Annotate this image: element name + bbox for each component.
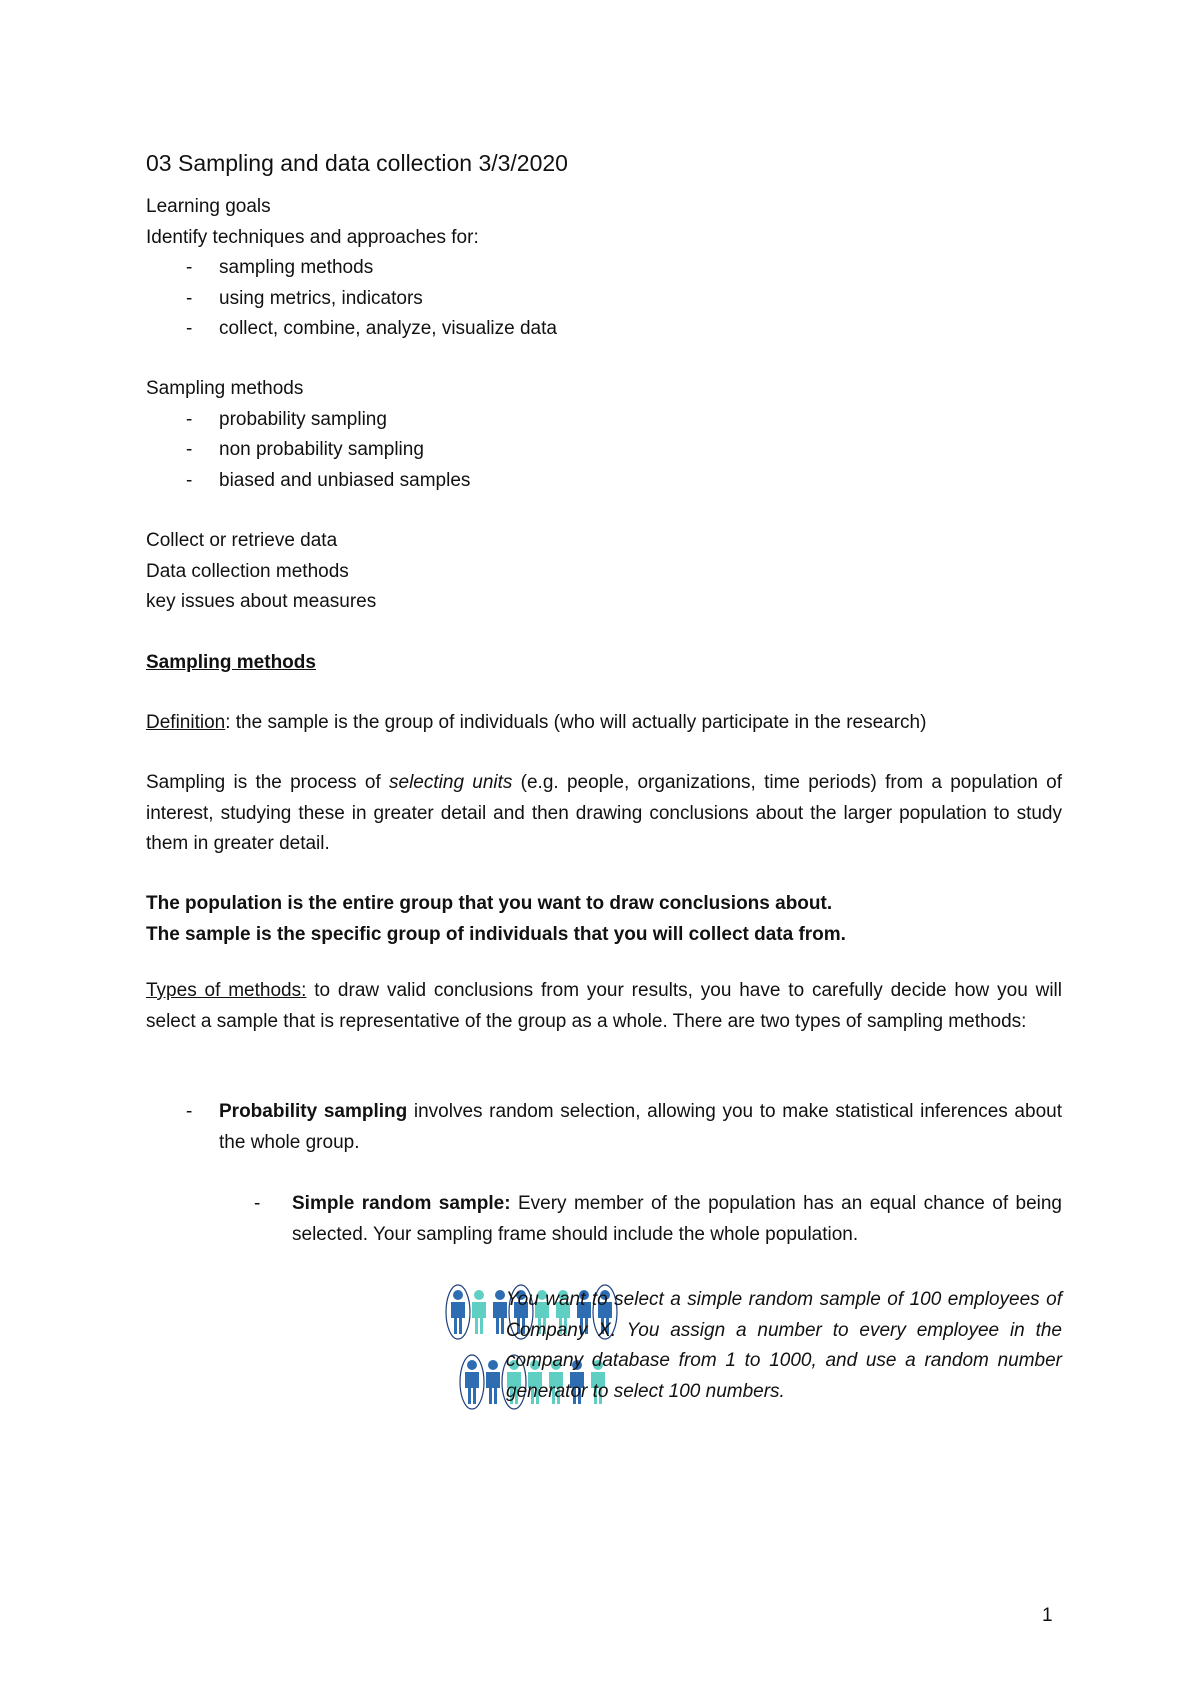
sample-definition: The sample is the specific group of individuals that you will collect data from. — [146, 923, 846, 945]
learning-goals-intro: Identify techniques and approaches for: — [146, 226, 479, 248]
learning-goals-section — [146, 192, 1062, 345]
example-text: You want to select a simple random sample of 100 employees of Company X. You assign a number to every employee in the company database from 1 to 1000, and use a random number generator to select 100 numbers. — [506, 1289, 1062, 1402]
types-label: Types of methods: — [146, 980, 307, 1001]
sampling-overview-heading: Sampling methods — [146, 378, 304, 399]
definition-paragraph — [146, 708, 1062, 739]
collect-line: Data collection methods — [146, 560, 349, 582]
probability-sampling-item: - Probability sampling involves random selection, allowing you to make statistical inferences about the whole group. — [186, 1101, 1062, 1153]
learning-goals-heading: Learning goals — [146, 196, 271, 217]
page-number: 1 — [1042, 1605, 1053, 1626]
list-item: - sampling methods — [186, 257, 374, 278]
list-item: - collect, combine, analyze, visualize data — [186, 318, 557, 339]
list-item: - probability sampling — [186, 408, 387, 430]
collect-section — [146, 526, 1062, 618]
collect-line: Collect or retrieve data — [146, 530, 338, 551]
definition-label: Definition — [146, 712, 226, 733]
person-icon — [446, 1285, 470, 1339]
sampling-process-paragraph: Sampling is the process of selecting units (e.g. people, organizations, time periods) from a population of interest, studying these in greater detail and then drawing conclusions about the larger population to study them in greater detail. — [146, 772, 1063, 854]
person-icon — [486, 1360, 500, 1404]
person-icon — [472, 1290, 486, 1334]
population-definition: The population is the entire group that you want to draw conclusions about. — [146, 893, 833, 914]
person-icon — [460, 1355, 484, 1409]
types-paragraph: Types of methods: to draw valid conclusions from your results, you have to carefully decide how you will select a sample that is representative of the group as a whole. There are two types of sampling methods: — [146, 980, 1062, 1032]
collect-line: key issues about measures — [146, 591, 377, 612]
person-icon — [493, 1290, 507, 1334]
definition-text: : the sample is the group of individuals (who will actually participate in the research) — [225, 712, 927, 733]
list-item: - using metrics, indicators — [186, 287, 423, 309]
list-item: - non probability sampling — [186, 439, 424, 460]
simple-random-sample-item: - Simple random sample: Every member of the population has an equal chance of being selected. Your sampling frame should include the whole population. — [254, 1193, 1062, 1245]
list-item: - biased and unbiased samples — [186, 469, 471, 491]
sampling-overview-section — [146, 374, 1062, 496]
page-title: 03 Sampling and data collection 3/3/2020 — [146, 150, 568, 176]
key-definitions — [146, 889, 1062, 950]
section-heading: Sampling methods — [146, 652, 316, 673]
